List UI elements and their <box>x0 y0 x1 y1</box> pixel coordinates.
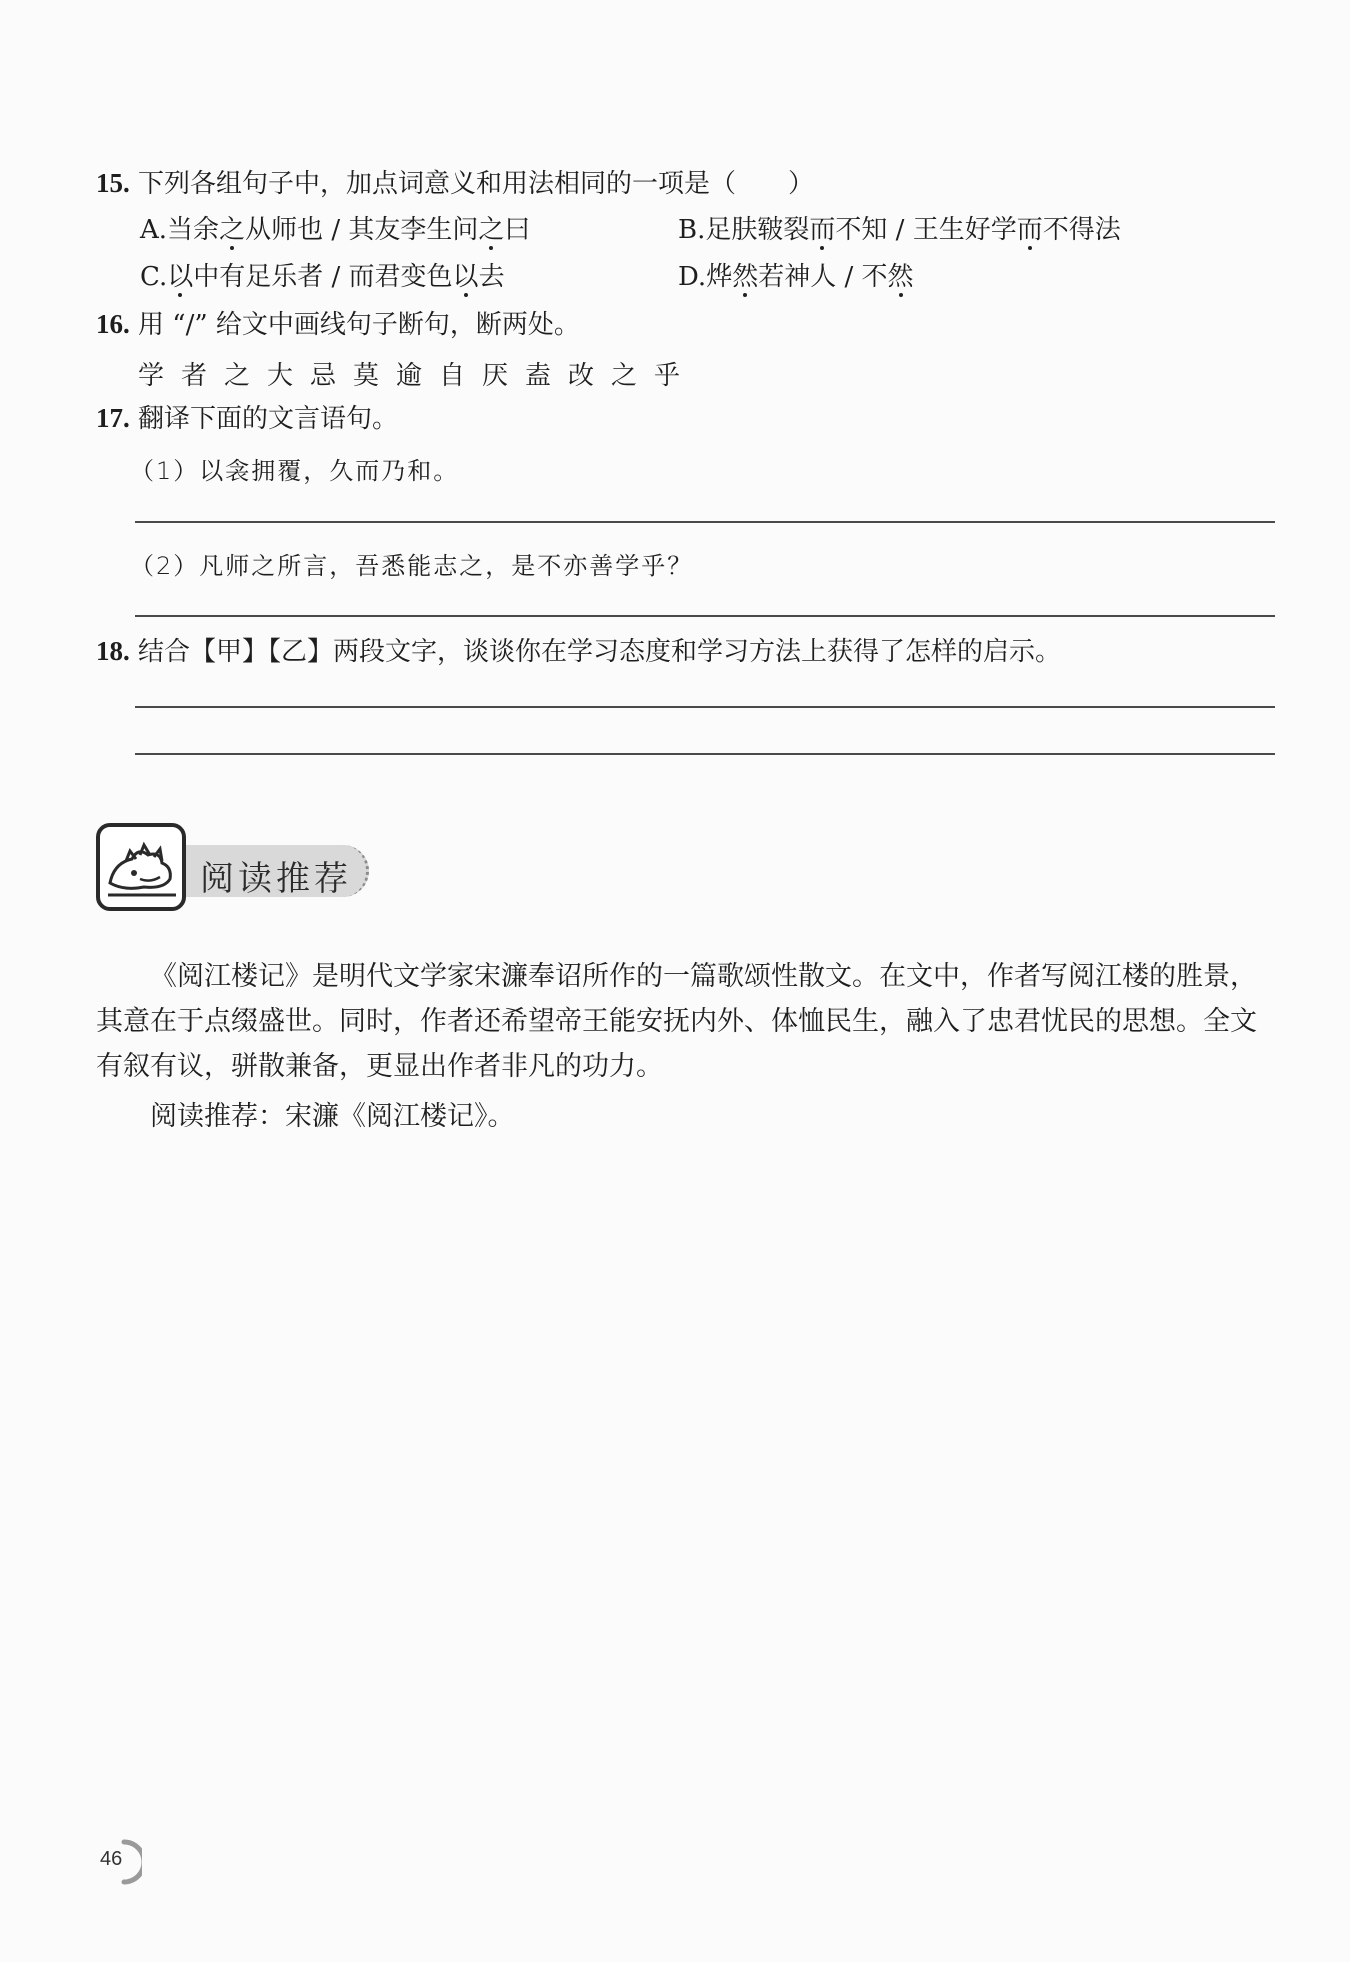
option-d[interactable] <box>678 260 914 294</box>
answer-line[interactable] <box>135 615 1275 617</box>
page-number: 46 <box>100 1848 123 1870</box>
question-17 <box>96 401 398 436</box>
option-label: C. <box>140 262 168 292</box>
answer-line[interactable] <box>135 753 1275 755</box>
option-label: B. <box>678 215 706 245</box>
dotted-word: 之 <box>478 215 505 245</box>
reading-paragraph <box>96 954 1276 1089</box>
option-text: 曰 <box>504 215 531 245</box>
question-number: 18. <box>96 636 130 666</box>
answer-line[interactable] <box>135 706 1275 708</box>
paragraph-text: 《阅江楼记》是明代文学家宋濂奉诏所作的一篇歌颂性散文。在文中，作者写阅江楼的胜景，其意在于点缀盛世。同时，作者还希望帝王能安抚内外、体恤民生，融入了忠君忧民的思想。全文有叙有议，骈散兼备，更显出作者非凡的功力。 <box>96 961 1257 1082</box>
banner-title: 阅读推荐 <box>200 859 352 899</box>
question-15 <box>96 166 814 201</box>
question-number: 15. <box>96 168 130 198</box>
question-stem: 结合【甲】【乙】两段文字，谈谈你在学习态度和学习方法上获得了怎样的启示。 <box>138 637 1062 667</box>
dotted-word: 然 <box>732 262 759 292</box>
option-a[interactable] <box>140 213 530 247</box>
translation-item-2: （2）凡师之所言，吾悉能志之，是不亦善学乎？ <box>130 552 694 580</box>
option-c[interactable] <box>140 260 505 294</box>
question-16 <box>96 307 580 342</box>
option-text: 若神人 / 不 <box>758 262 888 292</box>
question-stem: 用 “/” 给文中画线句子断句，断两处。 <box>138 310 580 340</box>
option-text: 去 <box>478 262 505 292</box>
option-text: 从师也 / 其友李生问 <box>245 215 479 245</box>
dotted-word: 之 <box>219 215 246 245</box>
answer-line[interactable] <box>135 521 1275 523</box>
option-text: 当余 <box>167 215 220 245</box>
dinosaur-icon <box>104 833 180 905</box>
option-text: 不知 / 王生好学 <box>835 215 1017 245</box>
option-text: 足肤皲裂 <box>705 215 810 245</box>
question-number: 17. <box>96 403 130 433</box>
translation-item-1: （1）以衾拥覆，久而乃和。 <box>130 457 460 485</box>
dotted-word: 以 <box>452 262 479 292</box>
badge-frame <box>96 823 186 911</box>
option-text: 中有足乐者 / 而君变色 <box>193 262 453 292</box>
question-stem: 下列各组句子中，加点词意义和用法相同的一项是（ ） <box>138 169 815 199</box>
reading-recommend-line: 阅读推荐：宋濂《阅江楼记》。 <box>150 1101 515 1132</box>
option-label: D. <box>678 262 707 292</box>
dotted-word: 而 <box>1016 215 1043 245</box>
question-number: 16. <box>96 309 130 339</box>
page-number-badge <box>94 1838 142 1886</box>
question-stem: 翻译下面的文言语句。 <box>138 404 399 434</box>
option-text: 不得法 <box>1042 215 1121 245</box>
option-b[interactable] <box>678 213 1121 247</box>
question-18 <box>96 634 1061 669</box>
option-label: A. <box>140 215 168 245</box>
option-text: 烨 <box>706 262 733 292</box>
dotted-word: 而 <box>809 215 836 245</box>
punctuation-sentence[interactable]: 学者之大忌莫逾自厌盍改之乎 <box>138 361 698 391</box>
reading-recommend-banner <box>96 823 376 915</box>
dotted-word: 以 <box>167 262 194 292</box>
dotted-word: 然 <box>887 262 914 292</box>
